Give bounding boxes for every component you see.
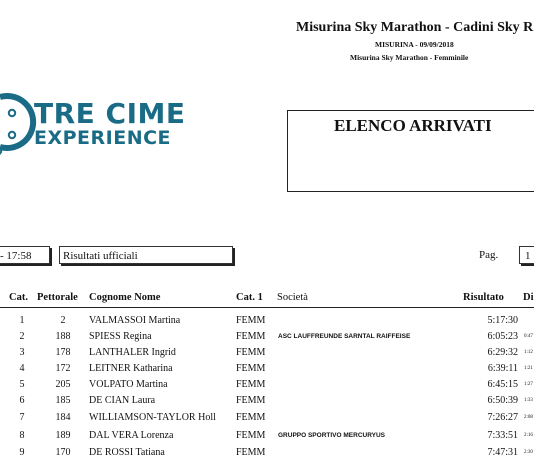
- cell-cat: 2: [19, 331, 25, 342]
- page-number-box: 1: [519, 246, 534, 264]
- cell-name: VOLPATO Martina: [89, 379, 168, 390]
- cell-bib: 188: [55, 331, 71, 342]
- table-row: [0, 379, 534, 394]
- col-header-name: Cognome Nome: [89, 292, 161, 303]
- cell-bib: 172: [55, 363, 71, 374]
- cell-name: WILLIAMSON-TAYLOR Holl: [89, 412, 216, 423]
- table-row: [0, 447, 534, 462]
- cell-name: VALMASSOI Martina: [89, 315, 181, 326]
- cell-gap: 0:47: [524, 334, 533, 339]
- cell-gap: 1:21: [524, 366, 533, 371]
- event-race-category: Misurina Sky Marathon - Femminile: [350, 53, 469, 62]
- cell-name: LANTHALER Ingrid: [89, 347, 176, 358]
- col-header-result: Risultato: [463, 292, 504, 303]
- cell-result: 6:29:32: [487, 347, 518, 358]
- cell-cat: 9: [19, 447, 25, 458]
- cell-cat: 6: [19, 395, 25, 406]
- cell-bib: 205: [55, 379, 71, 390]
- table-row: [0, 395, 534, 410]
- cell-gap: 2:16: [524, 433, 533, 438]
- table-row: [0, 430, 534, 445]
- cell-cat1: FEMM: [236, 430, 266, 441]
- cell-cat: 8: [19, 430, 25, 441]
- cell-bib: 185: [55, 395, 71, 406]
- cell-result: 5:17:30: [487, 315, 518, 326]
- cell-result: 6:50:39: [487, 395, 518, 406]
- cell-cat1: FEMM: [236, 395, 266, 406]
- cell-name: DE ROSSI Tatiana: [89, 447, 165, 458]
- cell-cat: 3: [19, 347, 25, 358]
- cell-bib: 178: [55, 347, 71, 358]
- col-header-team: Società: [277, 292, 308, 303]
- cell-team: ASC LAUFFREUNDE SARNTAL RAIFFEISE: [278, 333, 411, 340]
- cell-result: 6:39:11: [487, 363, 518, 374]
- cell-cat: 1: [19, 315, 25, 326]
- cell-cat1: FEMM: [236, 315, 266, 326]
- table-row: [0, 315, 534, 330]
- col-header-bib: Pettorale: [37, 292, 78, 303]
- logo-line1: TRE CIME: [34, 97, 186, 130]
- page-label: Pag.: [479, 249, 499, 261]
- cell-result: 7:26:27: [487, 412, 518, 423]
- cell-gap: 2:30: [524, 450, 533, 455]
- table-row: [0, 347, 534, 362]
- cell-name: SPIESS Regina: [89, 331, 152, 342]
- cell-cat: 4: [19, 363, 25, 374]
- cell-cat1: FEMM: [236, 447, 266, 458]
- cell-result: 6:45:15: [487, 379, 518, 390]
- table-row: [0, 412, 534, 427]
- event-title: Misurina Sky Marathon - Cadini Sky R: [296, 20, 534, 35]
- time-box: - 17:58: [0, 246, 50, 264]
- table-row: [0, 331, 534, 346]
- cell-name: DE CIAN Laura: [89, 395, 156, 406]
- status-box: Risultati ufficiali: [59, 246, 233, 264]
- cell-cat: 5: [19, 379, 25, 390]
- cell-bib: 184: [55, 412, 71, 423]
- cell-cat1: FEMM: [236, 379, 266, 390]
- cell-cat1: FEMM: [236, 412, 266, 423]
- cell-gap: 1:33: [524, 398, 533, 403]
- cell-gap: 1:27: [524, 382, 533, 387]
- cell-team: GRUPPO SPORTIVO MERCURYUS: [278, 432, 386, 439]
- cell-cat1: FEMM: [236, 347, 266, 358]
- cell-cat1: FEMM: [236, 363, 266, 374]
- document-title: ELENCO ARRIVATI: [334, 116, 492, 135]
- cell-result: 6:05:23: [487, 331, 518, 342]
- cell-bib: 189: [55, 430, 71, 441]
- col-header-cat: Cat.: [9, 292, 28, 303]
- cell-cat: 7: [19, 412, 25, 423]
- logo-line2: EXPERIENCE: [34, 127, 172, 149]
- col-header-gap: Di: [523, 292, 534, 303]
- cell-result: 7:33:51: [487, 430, 518, 441]
- cell-gap: 1:12: [524, 350, 533, 355]
- cell-name: DAL VERA Lorenza: [89, 430, 174, 441]
- header-divider: [0, 307, 534, 308]
- cell-gap: 2:08: [524, 415, 533, 420]
- cell-bib: 170: [55, 447, 71, 458]
- cell-cat1: FEMM: [236, 331, 266, 342]
- event-location-date: MISURINA - 09/09/2018: [375, 40, 454, 49]
- table-row: [0, 363, 534, 378]
- cell-name: LEITNER Katharina: [89, 363, 173, 374]
- cell-result: 7:47:31: [487, 447, 518, 458]
- cell-bib: 2: [60, 315, 66, 326]
- col-header-cat1: Cat. 1: [236, 292, 263, 303]
